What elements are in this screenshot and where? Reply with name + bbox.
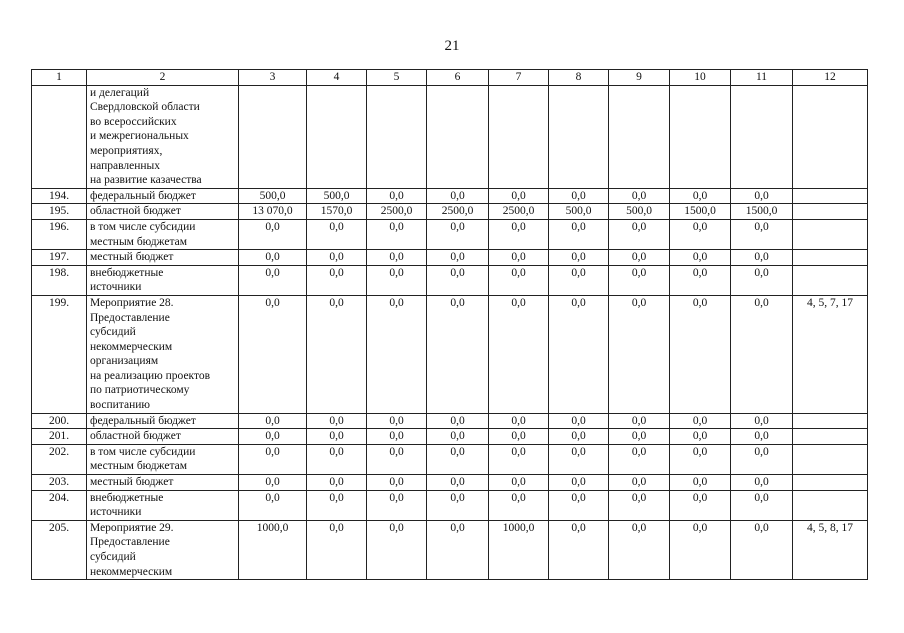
value-cell: 0,0 xyxy=(427,188,489,204)
table-row xyxy=(32,475,868,491)
target-indicators-cell xyxy=(793,204,868,220)
value-cell xyxy=(731,85,793,188)
row-number-cell: 204. xyxy=(32,490,87,520)
table-row xyxy=(32,250,868,266)
column-header: 7 xyxy=(489,70,549,86)
value-cell: 0,0 xyxy=(367,475,427,491)
value-cell: 0,0 xyxy=(367,444,427,474)
value-cell: 500,0 xyxy=(609,204,670,220)
value-cell: 0,0 xyxy=(670,265,731,295)
value-cell: 0,0 xyxy=(367,265,427,295)
value-cell: 0,0 xyxy=(670,429,731,445)
value-cell: 0,0 xyxy=(670,475,731,491)
value-cell: 0,0 xyxy=(239,265,307,295)
value-cell: 0,0 xyxy=(731,444,793,474)
value-cell: 0,0 xyxy=(731,295,793,413)
column-header: 9 xyxy=(609,70,670,86)
value-cell: 1000,0 xyxy=(239,520,307,579)
description-cell: местный бюджет xyxy=(87,475,239,491)
target-indicators-cell: 4, 5, 7, 17 xyxy=(793,295,868,413)
value-cell: 0,0 xyxy=(609,295,670,413)
column-header: 6 xyxy=(427,70,489,86)
value-cell: 0,0 xyxy=(367,295,427,413)
row-number-cell: 201. xyxy=(32,429,87,445)
value-cell: 0,0 xyxy=(427,490,489,520)
value-cell: 500,0 xyxy=(239,188,307,204)
value-cell: 0,0 xyxy=(549,490,609,520)
value-cell: 0,0 xyxy=(549,265,609,295)
value-cell xyxy=(239,85,307,188)
column-header: 2 xyxy=(87,70,239,86)
value-cell: 0,0 xyxy=(427,520,489,579)
table-row xyxy=(32,85,868,188)
table-row xyxy=(32,413,868,429)
value-cell: 0,0 xyxy=(307,295,367,413)
row-number-cell: 198. xyxy=(32,265,87,295)
value-cell: 0,0 xyxy=(609,413,670,429)
description-cell: федеральный бюджет xyxy=(87,188,239,204)
value-cell: 0,0 xyxy=(239,295,307,413)
value-cell: 0,0 xyxy=(609,444,670,474)
table-row xyxy=(32,520,868,579)
value-cell: 0,0 xyxy=(609,219,670,249)
table-row xyxy=(32,444,868,474)
value-cell: 0,0 xyxy=(670,219,731,249)
value-cell: 0,0 xyxy=(307,429,367,445)
row-number-cell: 203. xyxy=(32,475,87,491)
value-cell: 0,0 xyxy=(307,520,367,579)
value-cell: 13 070,0 xyxy=(239,204,307,220)
value-cell: 0,0 xyxy=(549,219,609,249)
value-cell: 0,0 xyxy=(609,520,670,579)
value-cell: 0,0 xyxy=(609,475,670,491)
row-number-cell: 200. xyxy=(32,413,87,429)
value-cell: 0,0 xyxy=(239,429,307,445)
description-cell: федеральный бюджет xyxy=(87,413,239,429)
value-cell: 0,0 xyxy=(427,219,489,249)
table-row xyxy=(32,295,868,413)
value-cell: 0,0 xyxy=(427,295,489,413)
value-cell xyxy=(549,85,609,188)
target-indicators-cell xyxy=(793,188,868,204)
value-cell: 0,0 xyxy=(670,188,731,204)
value-cell xyxy=(367,85,427,188)
description-cell: Мероприятие 28. Предоставление субсидий некоммерческим организациям на реализацию проектов по патриотическому воспитанию xyxy=(87,295,239,413)
value-cell: 1500,0 xyxy=(731,204,793,220)
value-cell xyxy=(489,85,549,188)
value-cell: 0,0 xyxy=(367,490,427,520)
value-cell: 0,0 xyxy=(609,490,670,520)
column-header: 8 xyxy=(549,70,609,86)
value-cell: 0,0 xyxy=(489,475,549,491)
value-cell: 0,0 xyxy=(549,295,609,413)
value-cell: 0,0 xyxy=(489,490,549,520)
target-indicators-cell xyxy=(793,85,868,188)
description-cell: и делегаций Свердловской области во всероссийских и межрегиональных мероприятиях, направленных на развитие казачества xyxy=(87,85,239,188)
value-cell: 0,0 xyxy=(367,429,427,445)
value-cell: 0,0 xyxy=(549,444,609,474)
value-cell: 0,0 xyxy=(489,429,549,445)
value-cell: 0,0 xyxy=(670,520,731,579)
column-header: 5 xyxy=(367,70,427,86)
value-cell: 1570,0 xyxy=(307,204,367,220)
value-cell: 0,0 xyxy=(239,444,307,474)
value-cell: 0,0 xyxy=(489,295,549,413)
value-cell: 0,0 xyxy=(307,250,367,266)
value-cell: 0,0 xyxy=(307,475,367,491)
table-row xyxy=(32,204,868,220)
value-cell: 2500,0 xyxy=(427,204,489,220)
value-cell: 500,0 xyxy=(549,204,609,220)
target-indicators-cell xyxy=(793,444,868,474)
description-cell: внебюджетные источники xyxy=(87,265,239,295)
table-row xyxy=(32,219,868,249)
value-cell: 0,0 xyxy=(367,219,427,249)
description-cell: в том числе субсидии местным бюджетам xyxy=(87,219,239,249)
value-cell: 0,0 xyxy=(670,444,731,474)
target-indicators-cell xyxy=(793,250,868,266)
value-cell: 0,0 xyxy=(731,475,793,491)
value-cell: 500,0 xyxy=(307,188,367,204)
value-cell: 0,0 xyxy=(427,444,489,474)
value-cell: 0,0 xyxy=(731,520,793,579)
column-header: 1 xyxy=(32,70,87,86)
value-cell: 0,0 xyxy=(307,444,367,474)
value-cell: 0,0 xyxy=(731,490,793,520)
value-cell: 0,0 xyxy=(549,429,609,445)
value-cell: 0,0 xyxy=(670,490,731,520)
table-row xyxy=(32,265,868,295)
target-indicators-cell: 4, 5, 8, 17 xyxy=(793,520,868,579)
column-number-header-row xyxy=(32,70,868,86)
description-cell: местный бюджет xyxy=(87,250,239,266)
value-cell: 0,0 xyxy=(427,429,489,445)
value-cell: 0,0 xyxy=(489,444,549,474)
table-row xyxy=(32,429,868,445)
row-number-cell: 194. xyxy=(32,188,87,204)
value-cell: 0,0 xyxy=(489,413,549,429)
value-cell: 0,0 xyxy=(367,520,427,579)
value-cell: 0,0 xyxy=(489,219,549,249)
value-cell xyxy=(307,85,367,188)
description-cell: областной бюджет xyxy=(87,429,239,445)
value-cell: 0,0 xyxy=(731,429,793,445)
value-cell: 0,0 xyxy=(670,413,731,429)
column-header: 11 xyxy=(731,70,793,86)
value-cell: 0,0 xyxy=(549,250,609,266)
value-cell: 0,0 xyxy=(427,413,489,429)
value-cell: 0,0 xyxy=(367,250,427,266)
value-cell xyxy=(670,85,731,188)
value-cell xyxy=(609,85,670,188)
value-cell: 0,0 xyxy=(489,188,549,204)
value-cell: 0,0 xyxy=(307,265,367,295)
row-number-cell xyxy=(32,85,87,188)
value-cell: 2500,0 xyxy=(489,204,549,220)
value-cell: 0,0 xyxy=(367,413,427,429)
value-cell: 0,0 xyxy=(239,219,307,249)
value-cell: 2500,0 xyxy=(367,204,427,220)
row-number-cell: 202. xyxy=(32,444,87,474)
column-header: 12 xyxy=(793,70,868,86)
value-cell: 0,0 xyxy=(670,295,731,413)
value-cell: 0,0 xyxy=(549,475,609,491)
value-cell: 0,0 xyxy=(731,219,793,249)
value-cell: 0,0 xyxy=(609,188,670,204)
row-number-cell: 205. xyxy=(32,520,87,579)
value-cell: 1500,0 xyxy=(670,204,731,220)
target-indicators-cell xyxy=(793,265,868,295)
description-cell: внебюджетные источники xyxy=(87,490,239,520)
value-cell: 0,0 xyxy=(609,429,670,445)
value-cell: 0,0 xyxy=(549,188,609,204)
value-cell: 0,0 xyxy=(427,475,489,491)
row-number-cell: 195. xyxy=(32,204,87,220)
value-cell: 0,0 xyxy=(670,250,731,266)
description-cell: областной бюджет xyxy=(87,204,239,220)
value-cell: 0,0 xyxy=(367,188,427,204)
value-cell: 0,0 xyxy=(731,265,793,295)
value-cell: 0,0 xyxy=(609,250,670,266)
value-cell: 0,0 xyxy=(489,265,549,295)
value-cell: 0,0 xyxy=(731,250,793,266)
value-cell: 1000,0 xyxy=(489,520,549,579)
target-indicators-cell xyxy=(793,490,868,520)
column-header: 10 xyxy=(670,70,731,86)
value-cell: 0,0 xyxy=(239,475,307,491)
value-cell: 0,0 xyxy=(239,250,307,266)
target-indicators-cell xyxy=(793,429,868,445)
value-cell: 0,0 xyxy=(731,413,793,429)
row-number-cell: 197. xyxy=(32,250,87,266)
row-number-cell: 199. xyxy=(32,295,87,413)
column-header: 4 xyxy=(307,70,367,86)
target-indicators-cell xyxy=(793,219,868,249)
target-indicators-cell xyxy=(793,413,868,429)
value-cell: 0,0 xyxy=(307,413,367,429)
target-indicators-cell xyxy=(793,475,868,491)
table-row xyxy=(32,188,868,204)
value-cell: 0,0 xyxy=(239,490,307,520)
description-cell: в том числе субсидии местным бюджетам xyxy=(87,444,239,474)
value-cell: 0,0 xyxy=(307,490,367,520)
value-cell: 0,0 xyxy=(239,413,307,429)
value-cell: 0,0 xyxy=(307,219,367,249)
row-number-cell: 196. xyxy=(32,219,87,249)
value-cell: 0,0 xyxy=(731,188,793,204)
value-cell: 0,0 xyxy=(609,265,670,295)
value-cell xyxy=(427,85,489,188)
value-cell: 0,0 xyxy=(549,413,609,429)
description-cell: Мероприятие 29. Предоставление субсидий некоммерческим xyxy=(87,520,239,579)
value-cell: 0,0 xyxy=(549,520,609,579)
value-cell: 0,0 xyxy=(427,250,489,266)
column-header: 3 xyxy=(239,70,307,86)
value-cell: 0,0 xyxy=(427,265,489,295)
budget-table xyxy=(31,69,868,580)
table-row xyxy=(32,490,868,520)
page-number: 21 xyxy=(444,38,460,54)
value-cell: 0,0 xyxy=(489,250,549,266)
